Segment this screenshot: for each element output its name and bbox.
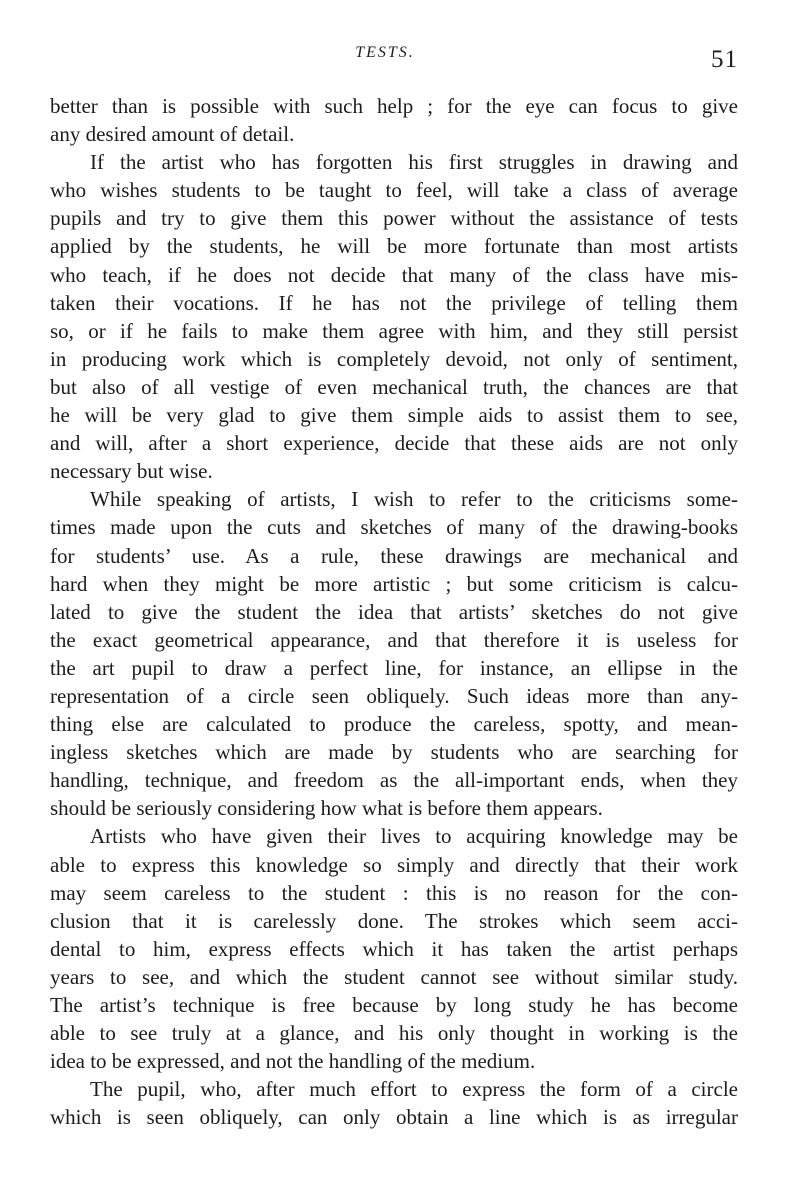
text-line: taken their vocations. If he has not the privilege of telling them	[50, 290, 738, 315]
text-line: Artists who have given their lives to acquiring knowledge may be	[90, 824, 738, 849]
text-line: the exact geometrical appearance, and that therefore it is useless for	[50, 627, 738, 652]
text-line: clusion that it is carelessly done. The strokes which seem acci-	[50, 908, 738, 933]
text-line: should be seriously considering how what is before them appears.	[50, 796, 603, 821]
paragraph	[50, 1075, 738, 1131]
paragraph	[50, 485, 738, 822]
text-line: idea to be expressed, and not the handling of the medium.	[50, 1049, 536, 1074]
text-line: which is seen obliquely, can only obtain a line which is as irregular	[50, 1105, 738, 1130]
text-line: lated to give the student the idea that artists’ sketches do not give	[50, 599, 738, 624]
paragraph	[50, 92, 738, 148]
text-line: If the artist who has forgotten his first struggles in drawing and	[90, 150, 738, 175]
text-line: thing else are calculated to produce the careless, spotty, and mean-	[50, 712, 738, 737]
text-line: applied by the students, he will be more fortunate than most artists	[50, 234, 738, 259]
paragraph	[50, 822, 738, 1075]
text-line: representation of a circle seen obliquely. Such ideas more than any-	[50, 683, 738, 708]
running-head	[0, 44, 800, 74]
text-line: While speaking of artists, I wish to refer to the criticisms some-	[90, 487, 738, 512]
text-line: necessary but wise.	[50, 459, 213, 484]
text-line: times made upon the cuts and sketches of many of the drawing-books	[50, 515, 738, 540]
text-line: who wishes students to be taught to feel, will take a class of average	[50, 178, 738, 203]
text-line: any desired amount of detail.	[50, 122, 295, 147]
text-line: able to express this knowledge so simply and directly that their work	[50, 852, 738, 877]
running-title: TESTS.	[355, 44, 415, 61]
text-line: handling, technique, and freedom as the all-important ends, when they	[50, 768, 738, 793]
text-line: in producing work which is completely devoid, not only of sentiment,	[50, 346, 738, 371]
text-line: so, or if he fails to make them agree with him, and they still persist	[50, 318, 738, 343]
text-line: ingless sketches which are made by students who are searching for	[50, 740, 738, 765]
text-line: but also of all vestige of even mechanical truth, the chances are that	[50, 374, 738, 399]
text-line: dental to him, express effects which it has taken the artist perhaps	[50, 936, 738, 961]
paragraph	[50, 148, 738, 485]
text-line: and will, after a short experience, decide that these aids are not only	[50, 431, 738, 456]
text-line: pupils and try to give them this power without the assistance of tests	[50, 206, 738, 231]
text-line: better than is possible with such help ; for the eye can focus to give	[50, 94, 738, 118]
text-line: for students’ use. As a rule, these drawings are mechanical and	[50, 543, 738, 568]
page-number: 51	[711, 46, 738, 73]
text-line: The artist’s technique is free because by long study he has become	[50, 993, 738, 1017]
text-line: he will be very glad to give them simple aids to assist them to see,	[50, 403, 738, 428]
text-line: years to see, and which the student cannot see without similar study.	[50, 964, 738, 989]
body-text	[50, 92, 738, 1131]
text-line: The pupil, who, after much effort to express the form of a circle	[90, 1077, 738, 1102]
text-line: may seem careless to the student : this is no reason for the con-	[50, 880, 738, 905]
text-line: able to see truly at a glance, and his only thought in working is the	[50, 1021, 738, 1046]
text-line: who teach, if he does not decide that many of the class have mis-	[50, 262, 738, 287]
text-line: the art pupil to draw a perfect line, for instance, an ellipse in the	[50, 655, 738, 680]
text-line: hard when they might be more artistic ; but some criticism is calcu-	[50, 571, 738, 596]
